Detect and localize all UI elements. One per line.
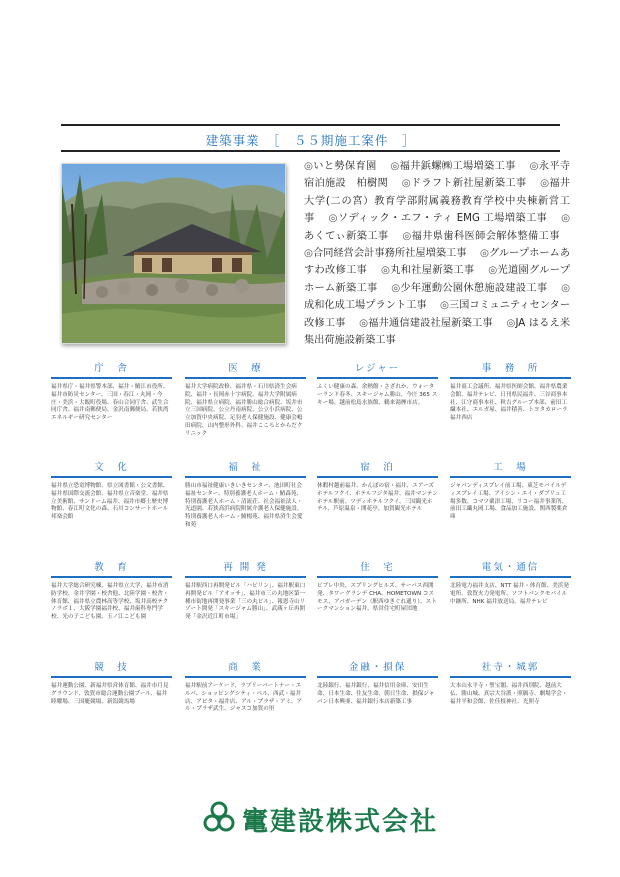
- category-leisure: [317, 362, 438, 407]
- category-heading: 金融・損保: [317, 661, 438, 678]
- project-item: ◎福井県歯科医師会解体整備工事: [402, 230, 560, 242]
- page-title: 建築事業 ［ ５５期施工案件 ］: [205, 133, 416, 148]
- project-item: ◎JA はるえ米集出荷施設新築工事: [304, 317, 571, 347]
- category-description: 北陸銀行、福井銀行、福井信用金庫、安田生命、日本生命、住友生命、朝日生命、損保ジャパン日本興亜、福井銀行本店新築工事: [317, 683, 435, 705]
- category-heading: 住 宅: [317, 561, 438, 578]
- category-description: 福井駅西口再開発ビル「ハピリン」、福井駅東口再開発ビル「アオッサ」、福井市三の丸地区第一種市街地再開発事業「三の丸ビル」、報恩寺山リゾート開発「スキージャム勝山」、武蔵ヶ丘再開発「金沢近江町市場」: [185, 583, 306, 621]
- category-description: 福井商工会議所、福井県医師会館、福井県農業会館、福井テレビ、日刊県民福井、三谷商事本社、江守商事本社、秋吉グループ本部、前田工繊本社、エルガ屋、福井積善、トヨタカローラ福井西店: [450, 384, 568, 422]
- category-description: 勝山市福祉健康いきいきセンター、池田町社会福祉センター、特別養護老人ホーム・鯖森苑、特別養護老人ホーム・清流荘、社会福祉法人・光道園、若狭高浜病院附属介護老人保健施設、特別養護老人ホーム・鯖楊苑、福井県済生会愛和苑: [185, 483, 303, 528]
- category-sports: [51, 661, 172, 706]
- category-description: ふくい健康の森、余熱館・さざれか、ウォーターランド春冬、スキージャム勝山、今庄 365 スキー場、越前松島水族館、鶴来湯煙市店。: [317, 384, 438, 406]
- category-heading: レジャー: [317, 362, 438, 379]
- category-heading: 社寺・城郭: [450, 661, 571, 678]
- category-redevelopment: [185, 561, 306, 622]
- company-name: 竃建設株式会社: [242, 807, 439, 837]
- top-rule: [61, 124, 560, 126]
- category-education: [51, 561, 172, 622]
- category-housing: [317, 561, 438, 614]
- project-item: ◎あくてぃ新築工事: [304, 213, 571, 242]
- category-description: 福井駅前アーケード、ラブリーパートナー・エルパ、ショッピングシティ・ベル、西武・福井店、アピタ・福井店、アル・プラザ・アミ、アル・プラザ武生、ジャスコ加賀の里: [185, 683, 303, 713]
- category-description: ジャパンディスプレイ前工場、東芝モバイルディスプレイ工場、アイシン・エイ・ダブリュ工場多数、コマツ粟津工場、リコー福井事業所、前田工繊丸岡工場、食品加工施設、関西製薬倉庫: [450, 483, 568, 521]
- category-commercial: [185, 661, 306, 714]
- project-item: ◎福井通信建設社屋新築工事: [359, 317, 493, 329]
- category-lodging: [317, 461, 438, 514]
- category-finance-insurance: [317, 661, 438, 706]
- category-heading: 電気・通信: [450, 561, 571, 578]
- project-item: ◎ドラフト新社屋新築工事: [401, 178, 527, 190]
- category-heading: 宿 泊: [317, 461, 438, 478]
- temple-photo: [61, 163, 286, 344]
- category-description: ビブレ中央、スプリングヒルズ、サーパス西開発、タワーグランデ CHA、HOMETOWN コスモス、アバガーデン（駅西ゆきぐれ通り）、ストークマンション福井、県営住宅町屋団地: [317, 583, 437, 613]
- category-heading: 文 化: [51, 461, 172, 478]
- project-item: ◎いと勢保育園: [304, 161, 377, 172]
- category-heading: 商 業: [185, 661, 306, 678]
- company-logo: [200, 798, 460, 836]
- category-heading: 事 務 所: [450, 362, 571, 379]
- category-heading: 工 場: [450, 461, 571, 478]
- category-description: 大本山永平寺・聖宝閣、福井西別院、越前大仏、勝山城、真宗大谷派・照願寺、劇場学会・福井平和会館、佐佳枝神社、光照寺: [450, 683, 568, 705]
- project-list: [304, 158, 570, 349]
- project-item: ◎福井大学(二の宮）教育学部附属義務教育学校中央棟新営工事: [304, 178, 571, 225]
- category-office: [450, 362, 571, 423]
- project-item: ◎福井鋲螺㈱工場増築工事: [390, 161, 516, 172]
- project-item: ◎丸和社屋新築工事: [380, 265, 475, 277]
- category-electric-telecom: [450, 561, 571, 606]
- category-description: 福井県立恐竜博物館、県立図書館・公文書館、福井県国際交流会館、福井県立音楽堂、福井県立美術館、サンドーム福井、福井市郷土歴史博物館、春江町文化の森、石川コンサートホール邦楽会館: [51, 483, 169, 521]
- project-item: ◎三国コミュニティセンター改修工事: [304, 300, 571, 329]
- category-medical: [185, 362, 306, 439]
- category-heading: 再 開 発: [185, 561, 306, 578]
- category-heading: 福 祉: [185, 461, 306, 478]
- category-description: 福井県庁・福井県警本部、福井・鯖江市役所、福井市防災センター、三国・春江・丸岡・今庄・美浜・大飯町役場、春山合同庁舎、武生合同庁舎、福井南郵便局、金沢南郵便局、若狭湾エネルギー研究センター: [51, 384, 169, 422]
- project-item: ◎ソディック・エフ・ティ EMG 工場増築工事: [328, 213, 548, 225]
- category-culture: [51, 461, 172, 522]
- project-item: ◎少年運動公園休憩施設建設工事: [391, 282, 548, 294]
- category-description: 福井大学病院改修、福井県・石川県済生会病院、福井・長岡赤十字病院、福井大学附属病院、福井県立病院、福井勝山総合病院、坂井市立三国病院、公立丹南病院、公立小浜病院、公立加賀中央病院、足羽老人保健施設、健康会嶋田病院、山内整形外科、福井こころとからだクリニック: [185, 384, 303, 437]
- category-heading: 庁 舎: [51, 362, 172, 379]
- category-description: 北陸電力福井支店、NTT 福井・体育館、美浜発電所、敦賀火力発電所、ソフトバンクモバイル中継所、NHK 福井放送局、福井テレビ: [450, 583, 569, 605]
- category-heading: 教 育: [51, 561, 172, 578]
- category-factory: [450, 461, 571, 522]
- project-item: ◎成和化成工場プラント工事: [304, 282, 571, 312]
- category-government: [51, 362, 172, 423]
- project-item: ◎グループホームあすわ改修工事: [304, 248, 571, 277]
- project-item: ◎光道園グループホーム新築工事: [304, 265, 571, 294]
- category-temple-castle: [450, 661, 571, 706]
- title-underline: [61, 150, 560, 152]
- category-heading: 競 技: [51, 661, 172, 678]
- category-description: 福井大学総合研究棟、福井県立大学、福井市消防学校、金井学園・校舎他、北陸学園・校舎・体育館、福井県立農林高等学校、坂井高校テクノラボ１、大阪学園福井校、福井歯科専門学校、光の子こども園、玉ノ江こども園: [51, 583, 169, 621]
- category-heading: 医 療: [185, 362, 306, 379]
- project-item: ◎合同経営会計事務所社屋増築工事: [304, 248, 467, 260]
- category-welfare: [185, 461, 306, 530]
- project-item: ◎永平寺宿泊施設 柏樹関: [304, 161, 571, 190]
- category-description: 福井運動公園、新福井県営体育館、福井市月見グラウンド、敦賀市総合運動公園プール、福井睦曜場、三国艇競場、新潟競馬場: [51, 683, 169, 705]
- company-logo-mark-icon: [200, 798, 238, 836]
- category-description: 休暇村越前福井、かんぽの宿・福井、ユアーズホテルフクイ、ホテルフジタ福井、福井マンテンホテル駅前、ツディホテルフクイ、三国観光ホテル、芦原温泉・開花亭、加賀観光ホテル: [317, 483, 438, 513]
